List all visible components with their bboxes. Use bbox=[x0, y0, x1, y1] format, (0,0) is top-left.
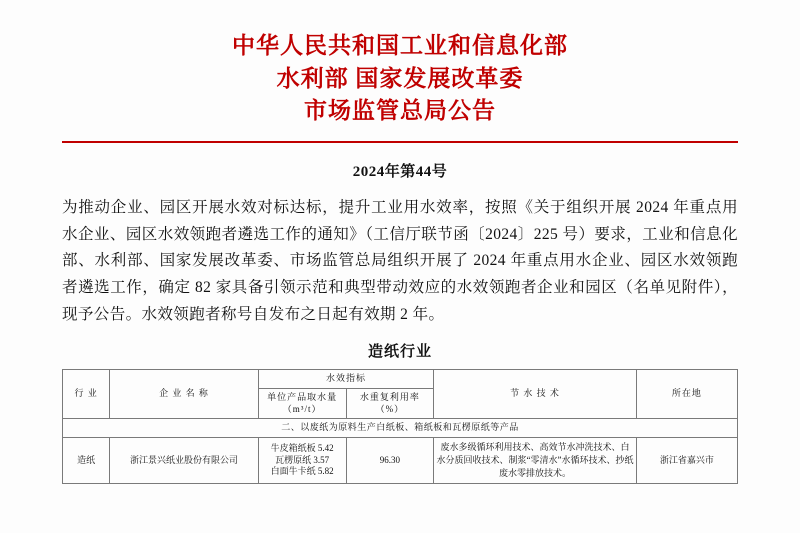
cell-water-unit-line-1: 牛皮箱纸板 5.42 bbox=[270, 443, 334, 454]
cell-water-unit-line-2: 瓦楞原纸 3.57 bbox=[275, 454, 330, 465]
header-water-unit-sub: （m³/t） bbox=[282, 403, 322, 414]
header-tech: 节 水 技 术 bbox=[434, 370, 637, 419]
header-water-reuse-main: 水重复利用率 bbox=[359, 391, 420, 402]
section-title-papermaking: 造纸行业 bbox=[367, 344, 432, 361]
cell-tech: 废水多级循环利用技术、高效节水冲洗技术、白水分质回收技术、制浆“零清水”水循环技术、抄纸废水零排放技术。 bbox=[434, 438, 637, 484]
header-water-unit-main: 单位产品取水量 bbox=[267, 391, 338, 402]
cell-location: 浙江省嘉兴市 bbox=[636, 438, 737, 484]
title-line-1: 中华人民共和国工业和信息化部 bbox=[232, 33, 568, 58]
cell-water-unit bbox=[258, 438, 346, 484]
header-water-reuse-sub: （%） bbox=[375, 403, 405, 414]
cell-industry: 造纸 bbox=[63, 438, 110, 484]
header-water-reuse bbox=[346, 388, 434, 418]
table-group-row bbox=[63, 419, 738, 438]
water-efficiency-table bbox=[62, 369, 738, 484]
header-industry: 行 业 bbox=[63, 370, 110, 419]
table-header-row-1 bbox=[63, 370, 738, 389]
title-line-3: 市场监管总局公告 bbox=[304, 98, 496, 124]
title-divider bbox=[62, 141, 738, 143]
table-group-label: 二、以废纸为原料生产白纸板、箱纸板和瓦楞原纸等产品 bbox=[63, 419, 738, 438]
document-number: 2024年第44号 bbox=[352, 163, 448, 180]
header-water-unit bbox=[258, 388, 346, 418]
cell-company: 浙江景兴纸业股份有限公司 bbox=[110, 438, 259, 484]
table-row bbox=[63, 438, 738, 484]
header-water-index-group: 水效指标 bbox=[258, 370, 434, 389]
title-line-2: 水利部 国家发展改革委 bbox=[276, 65, 524, 91]
cell-water-reuse: 96.30 bbox=[346, 438, 434, 484]
header-company: 企 业 名 称 bbox=[110, 370, 259, 419]
header-location: 所在地 bbox=[636, 370, 737, 419]
announcement-body: 为推动企业、园区开展水效对标达标，提升工业用水效率，按照《关于组织开展 2024 年重点用水企业、园区水效领跑者遴选工作的通知》（工信厅联节函〔2024〕225 号）要求，工业和信息化部、水利部、国家发展改革委、市场监管总局组织开展了 2024 年重点用水企业、园区水效领跑者遴选工作，确定 82 家具备引领示范和典型带动效应的水效领跑者企业和园区（名单见附件），现予公告。水效领跑者称号自发布之日起有效期 2 年。 bbox=[62, 198, 738, 323]
cell-water-unit-line-3: 白面牛卡纸 5.82 bbox=[270, 466, 334, 477]
document-title bbox=[62, 30, 738, 128]
